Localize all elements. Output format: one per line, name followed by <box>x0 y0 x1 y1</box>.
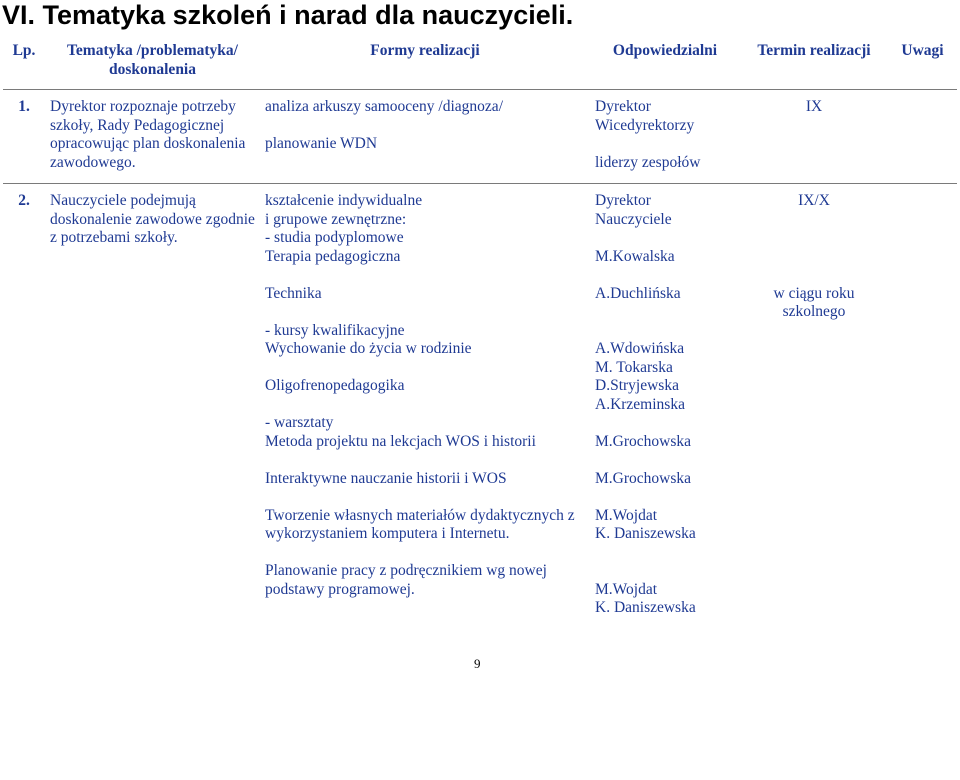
row-term: IX <box>740 90 888 184</box>
header-forms: Formy realizacji <box>260 37 590 90</box>
table-row <box>3 90 957 184</box>
row-forms: kształcenie indywidualne i grupowe zewnętrzne: - studia podyplomowe Terapia pedagogiczna Technika - kursy kwalifikacyjne Wychowanie do życia w rodzinie Oligofrenopedagogika - warsztaty Metoda projektu na lekcjach WOS i historii Interaktywne nauczanie historii i WOS Tworzenie własnych materiałów dydaktycznych z wykorzystaniem komputera i Internetu. Planowanie pracy z podręcznikiem wg nowej podstawy programowej. <box>260 184 590 780</box>
row-responsible: Dyrektor Nauczyciele M.Kowalska A.Duchlińska A.Wdowińska M. Tokarska D.Stryjewska A.Krzeminska M.Grochowska M.Grochowska M.Wojdat K. Daniszewska M.Wojdat K. Daniszewska <box>590 184 740 780</box>
row-topic: Nauczyciele podejmują doskonalenie zawodowe zgodnie z potrzebami szkoły. <box>45 184 260 780</box>
page-number: 9 <box>474 656 481 672</box>
header-topic: Tematyka /problematyka/ doskonalenia <box>45 37 260 90</box>
header-lp: Lp. <box>3 37 45 90</box>
row-notes <box>888 90 957 184</box>
section-title: VI. Tematyka szkoleń i narad dla nauczycieli. <box>2 0 573 30</box>
header-responsible: Odpowiedzialni <box>590 37 740 90</box>
header-notes: Uwagi <box>888 37 957 90</box>
row-number: 1. <box>3 90 45 184</box>
row-topic: Dyrektor rozpoznaje potrzeby szkoły, Rady Pedagogicznej opracowując plan doskonalenia zawodowego. <box>45 90 260 184</box>
row-number: 2. <box>3 184 45 780</box>
row-responsible: Dyrektor Wicedyrektorzy liderzy zespołów <box>590 90 740 184</box>
table-row <box>3 184 957 780</box>
row-forms: analiza arkuszy samooceny /diagnoza/ planowanie WDN <box>260 90 590 184</box>
header-row <box>3 37 957 90</box>
row-term: IX/X w ciągu roku szkolnego <box>740 184 888 780</box>
row-notes <box>888 184 957 780</box>
header-term: Termin realizacji <box>740 37 888 90</box>
